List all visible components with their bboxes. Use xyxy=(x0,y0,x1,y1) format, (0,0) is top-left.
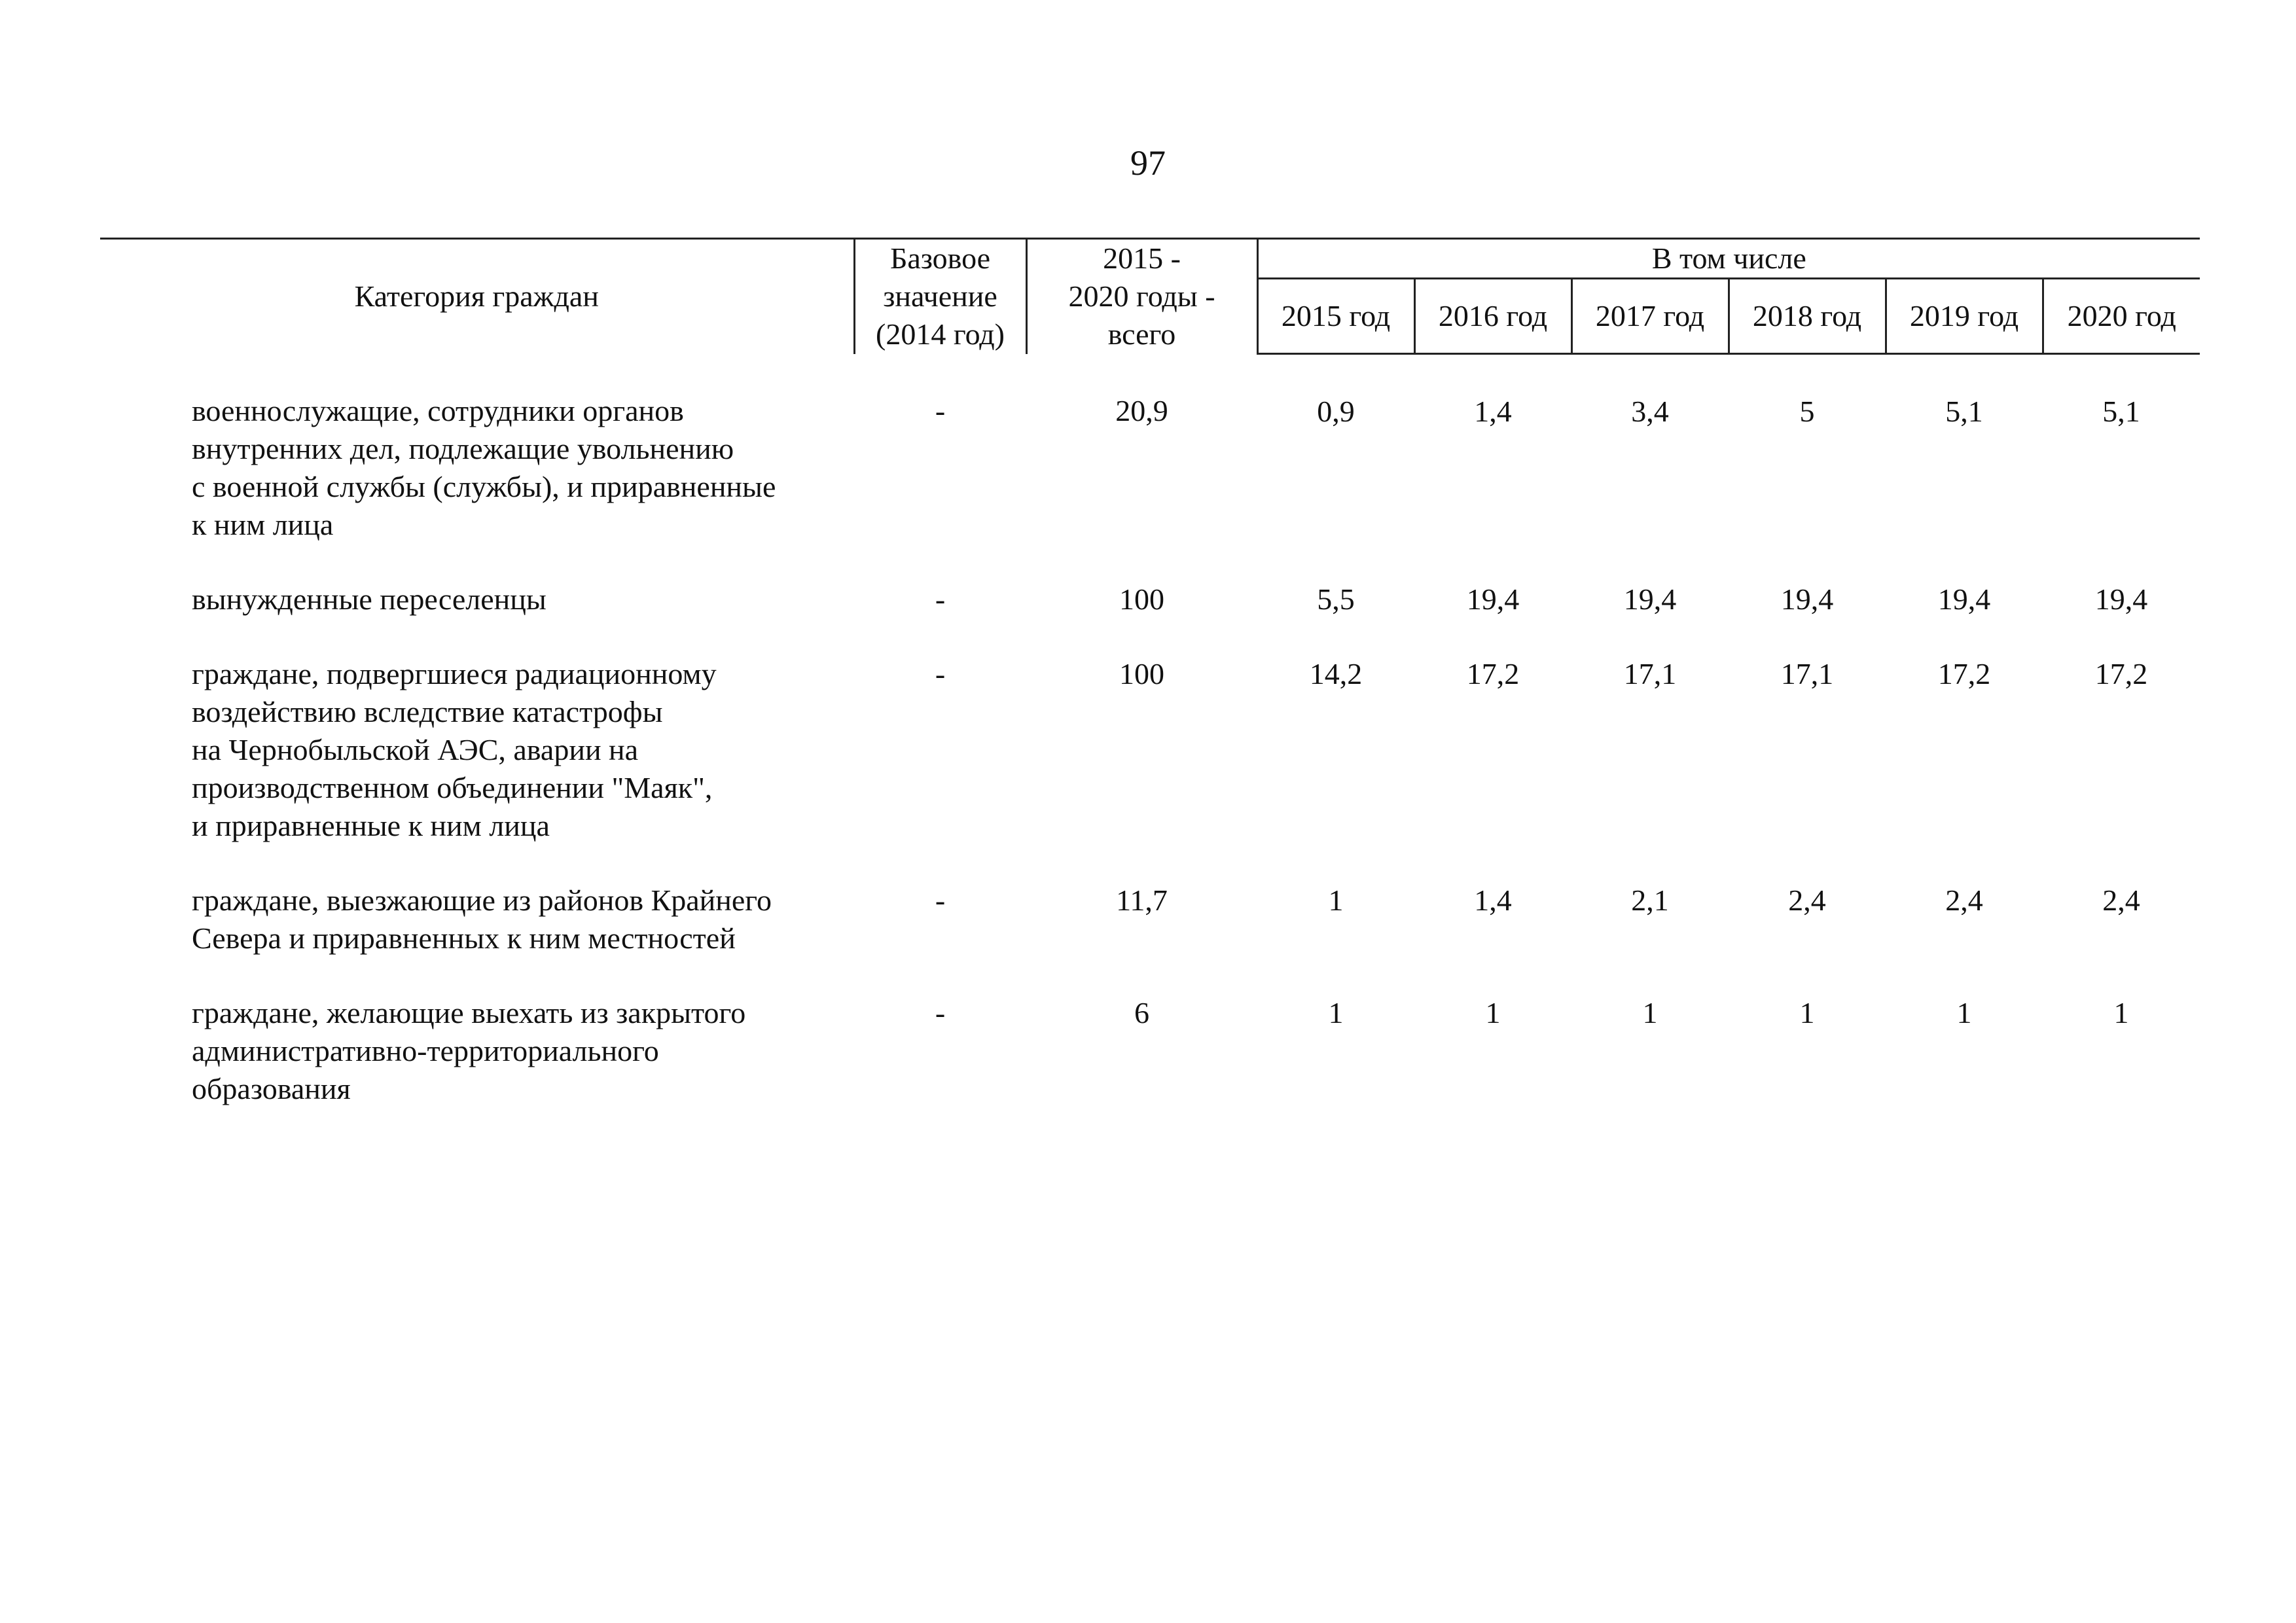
category-line: и приравненные к ним лица xyxy=(192,808,550,842)
header-total-line: 2015 - xyxy=(1103,241,1181,276)
table-row xyxy=(100,994,2200,1145)
year-value-cell: 14,2 xyxy=(1309,656,1363,690)
category-cell xyxy=(100,354,854,580)
year-value-cell: 19,4 xyxy=(1623,582,1677,616)
category-line: военнослужащие, сотрудники органов xyxy=(192,393,684,427)
year-value-cell: 17,2 xyxy=(1466,656,1520,690)
year-value-cell: 1 xyxy=(1799,995,1815,1029)
year-value-cell: 2,4 xyxy=(1788,883,1826,917)
year-value-cell: 1 xyxy=(1328,995,1344,1029)
year-value-cell: 1 xyxy=(1956,995,1972,1029)
header-year: 2019 год xyxy=(1886,279,2043,354)
statistics-table xyxy=(100,238,2200,1145)
year-value-cell: 19,4 xyxy=(1937,582,1991,616)
category-line: внутренних дел, подлежащие увольнению xyxy=(192,431,734,465)
year-value-cell: 5 xyxy=(1799,395,1815,428)
year-value-cell: 0,9 xyxy=(1317,395,1355,428)
category-cell xyxy=(100,994,854,1145)
category-line: производственном объединении "Маяк", xyxy=(192,770,713,804)
table-row xyxy=(100,655,2200,882)
category-line: граждане, желающие выехать из закрытого xyxy=(192,995,746,1029)
table-row xyxy=(100,354,2200,580)
table-row xyxy=(100,580,2200,655)
category-line: граждане, выезжающие из районов Крайнего xyxy=(192,883,772,917)
category-line: образования xyxy=(192,1071,351,1105)
year-value-cell: 17,2 xyxy=(1937,656,1991,690)
header-base-value-line: Базовое xyxy=(889,241,991,276)
year-value-cell: 5,5 xyxy=(1317,582,1355,616)
category-line: вынужденные переселенцы xyxy=(192,582,547,616)
category-line: воздействию вследствие катастрофы xyxy=(192,694,663,728)
header-base-value-line: (2014 год) xyxy=(876,317,1005,351)
header-year: 2020 год xyxy=(2043,279,2200,354)
category-cell xyxy=(100,580,854,655)
base-value-cell: - xyxy=(935,995,946,1029)
base-value-cell: - xyxy=(935,656,946,690)
year-value-cell: 1,4 xyxy=(1474,883,1512,917)
year-value-cell: 1 xyxy=(1642,995,1658,1029)
header-year: 2017 год xyxy=(1571,279,1729,354)
year-value-cell: 1 xyxy=(1328,883,1344,917)
total-cell: 11,7 xyxy=(1116,883,1168,917)
category-cell xyxy=(100,882,854,994)
header-year: 2015 год xyxy=(1257,279,1414,354)
category-line: на Чернобыльской АЭС, аварии на xyxy=(192,732,639,766)
year-value-cell: 5,1 xyxy=(2102,395,2140,428)
header-total-line: 2020 годы - xyxy=(1068,279,1215,313)
category-line: к ним лица xyxy=(192,507,334,541)
year-value-cell: 3,4 xyxy=(1631,395,1669,428)
year-value-cell: 2,4 xyxy=(1945,883,1983,917)
table-body xyxy=(100,354,2200,1145)
year-value-cell: 17,1 xyxy=(1623,656,1677,690)
total-cell: 100 xyxy=(1119,656,1164,690)
base-value-cell: - xyxy=(935,582,946,616)
page-number: 97 xyxy=(1130,143,1166,183)
year-value-cell: 2,1 xyxy=(1631,883,1669,917)
year-value-cell: 1,4 xyxy=(1474,395,1512,428)
header-including: В том числе xyxy=(1257,239,2200,279)
base-value-cell: - xyxy=(935,883,946,917)
year-value-cell: 2,4 xyxy=(2102,883,2140,917)
header-year: 2018 год xyxy=(1729,279,1886,354)
total-cell: 6 xyxy=(1134,995,1149,1029)
header-total xyxy=(1026,239,1257,354)
category-cell xyxy=(100,655,854,882)
header-total-line: всего xyxy=(1107,317,1176,351)
category-line: Севера и приравненных к ним местностей xyxy=(192,921,736,955)
year-value-cell: 1 xyxy=(2113,995,2129,1029)
table-row xyxy=(100,882,2200,994)
year-value-cell: 17,1 xyxy=(1780,656,1834,690)
total-cell: 20,9 xyxy=(1115,393,1168,427)
header-base-value xyxy=(854,239,1026,354)
category-line: административно-территориального xyxy=(192,1033,659,1067)
year-value-cell: 1 xyxy=(1485,995,1501,1029)
category-line: с военной службы (службы), и приравненные xyxy=(192,469,776,503)
year-value-cell: 19,4 xyxy=(2094,582,2148,616)
header-base-value-line: значение xyxy=(883,279,997,313)
header-year: 2016 год xyxy=(1414,279,1571,354)
table-header xyxy=(100,239,2200,354)
header-category: Категория граждан xyxy=(100,239,854,354)
base-value-cell: - xyxy=(935,393,946,427)
year-value-cell: 19,4 xyxy=(1780,582,1834,616)
year-value-cell: 19,4 xyxy=(1466,582,1520,616)
category-line: граждане, подвергшиеся радиационному xyxy=(192,656,717,690)
total-cell: 100 xyxy=(1119,582,1164,616)
year-value-cell: 5,1 xyxy=(1945,395,1983,428)
year-value-cell: 17,2 xyxy=(2094,656,2148,690)
